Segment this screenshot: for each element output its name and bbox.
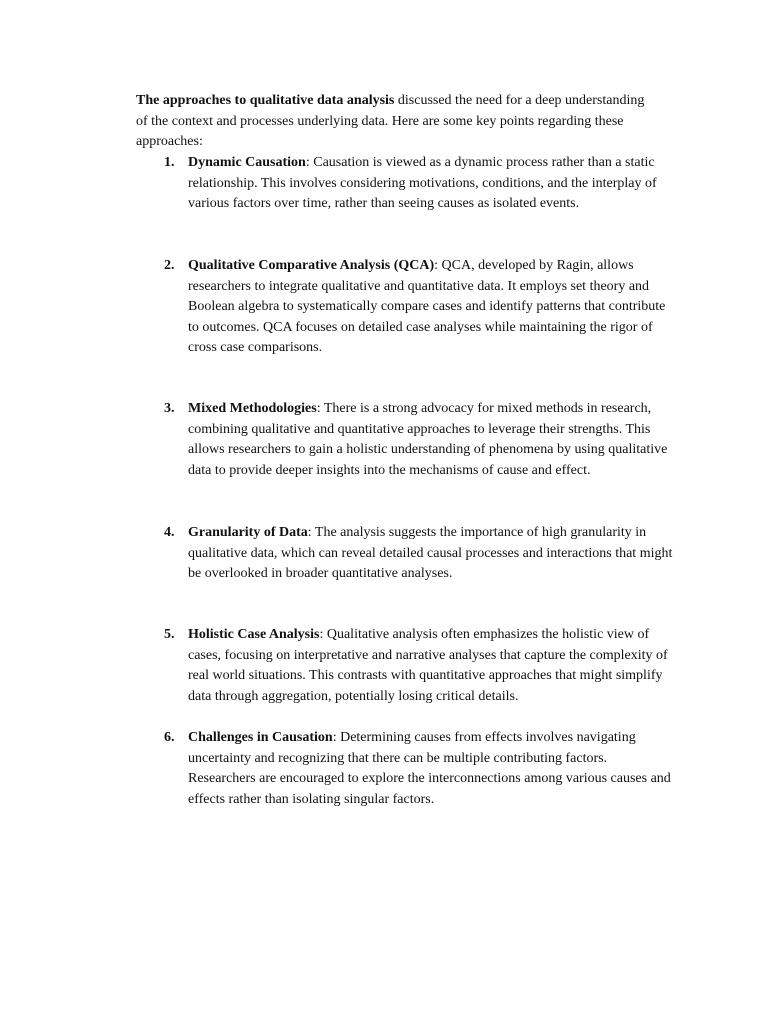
list-item-text: : Determining causes from effects involves navigating uncertainty and recognizing that there can be multiple contributing factors. Researchers are encouraged to explore the interconnections among various causes and effects rather than isolating singular factors. xyxy=(188,730,671,807)
list-number: 3. xyxy=(164,401,175,416)
list-item-body xyxy=(188,523,676,585)
list-item-body xyxy=(188,153,676,215)
list-item-text: : The analysis suggests the importance of high granularity in qualitative data, which can reveal detailed causal processes and interactions that might be overlooked in broader quantitative analyses. xyxy=(188,525,673,582)
list-item-holistic-case-analysis xyxy=(164,625,676,707)
list-item-term: Holistic Case Analysis xyxy=(188,627,320,642)
list-item-term: Mixed Methodologies xyxy=(188,401,317,416)
list-item-text: : There is a strong advocacy for mixed methods in research, combining qualitative and quantitative approaches to leverage their strengths. This allows researchers to gain a holistic understanding of phenomena by using qualitative data to provide deeper insights into the mechanisms of cause and effect. xyxy=(188,401,668,478)
list-number: 2. xyxy=(164,258,175,273)
list-item-body xyxy=(188,399,676,481)
list-item-dynamic-causation xyxy=(164,153,676,215)
list-item-body xyxy=(188,256,676,359)
list-number: 4. xyxy=(164,525,175,540)
list-item-term: Granularity of Data xyxy=(188,525,308,540)
list-item-granularity xyxy=(164,523,676,585)
list-item-qca xyxy=(164,256,676,359)
list-item-body xyxy=(188,728,676,810)
list-item-term: Dynamic Causation xyxy=(188,155,306,170)
list-item-term: Challenges in Causation xyxy=(188,730,333,745)
list-number: 1. xyxy=(164,155,175,170)
list-item-text: : Qualitative analysis often emphasizes the holistic view of cases, focusing on interpretative and narrative analyses that capture the complexity of real world situations. This contrasts with quantitative approaches that might simplify data through aggregation, potentially losing critical details. xyxy=(188,627,668,704)
list-number: 5. xyxy=(164,627,175,642)
list-item-term: Qualitative Comparative Analysis (QCA) xyxy=(188,258,435,273)
list-item-text: : Causation is viewed as a dynamic process rather than a static relationship. This involves considering motivations, conditions, and the interplay of various factors over time, rather than seeing causes as isolated events. xyxy=(188,155,657,212)
intro-paragraph xyxy=(136,91,656,153)
list-item-body xyxy=(188,625,676,707)
intro-heading: The approaches to qualitative data analysis xyxy=(136,93,395,108)
intro-text: discussed the need for a deep understanding of the context and processes underlying data. Here are some key points regarding these approaches: xyxy=(136,93,645,150)
list-item-mixed-methodologies xyxy=(164,399,676,481)
list-number: 6. xyxy=(164,730,175,745)
list-item-text: : QCA, developed by Ragin, allows researchers to integrate qualitative and quantitative data. It employs set theory and Boolean algebra to systematically compare cases and identify patterns that contribute to outcomes. QCA focuses on detailed case analyses while maintaining the rigor of cross case comparisons. xyxy=(188,258,666,356)
list-item-challenges xyxy=(164,728,676,810)
